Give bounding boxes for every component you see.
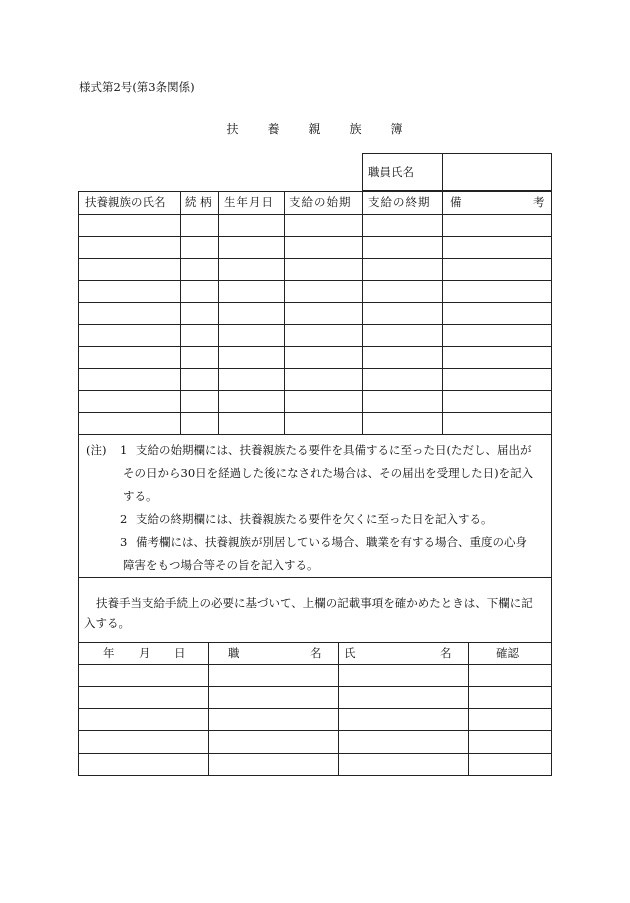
col-header-remarks: 備	[450, 195, 462, 209]
confirm-header-month: 月	[139, 646, 151, 660]
note-text: 支給の始期欄には、扶養親族たる要件を具備するに至った日(ただし、届出が	[136, 443, 532, 457]
note-text: 支給の終期欄には、扶養親族たる要件を欠くに至った日を記入する。	[136, 512, 493, 526]
confirm-header-check: 確認	[496, 646, 519, 660]
instruction-text: 扶養手当支給手続上の必要に基づいて、上欄の記載事項を確かめたときは、下欄に記	[96, 596, 533, 610]
title-char: 養	[267, 122, 281, 136]
staff-name-label: 職員氏名	[368, 165, 414, 179]
title-char: 族	[349, 122, 363, 136]
note-number: 1	[120, 443, 128, 457]
confirm-header-name: 氏	[344, 646, 356, 660]
col-header-start: 支給の始期	[289, 195, 352, 209]
page-title	[0, 120, 630, 137]
confirm-header-post: 名	[310, 646, 322, 660]
title-char: 親	[308, 122, 322, 136]
note-text: する。	[123, 489, 158, 503]
note-text: 備考欄には、扶養親族が別居している場合、職業を有する場合、重度の心身	[136, 535, 527, 549]
title-char: 簿	[390, 122, 404, 136]
note-prefix: (注)	[86, 443, 107, 457]
note-number: 2	[120, 512, 128, 526]
register-form	[78, 153, 552, 776]
note-text: 障害をもつ場合等その旨を記入する。	[123, 558, 319, 572]
title-char: 扶	[226, 122, 240, 136]
confirm-header-year: 年	[103, 646, 115, 660]
col-header-name: 扶養親族の氏名	[85, 195, 166, 209]
col-header-remarks: 考	[533, 195, 545, 209]
note-number: 3	[120, 535, 128, 549]
confirm-header-day: 日	[174, 646, 186, 660]
note-text: その日から30日を経過した後になされた場合は、その届出を受理した日)を記入	[123, 466, 534, 480]
staff-name-field[interactable]	[444, 154, 551, 190]
form-reference: 様式第2号(第3条関係)	[79, 80, 195, 94]
confirm-header-post: 職	[228, 646, 240, 660]
main-table	[78, 191, 552, 776]
confirm-header-name: 名	[440, 646, 452, 660]
col-header-end: 支給の終期	[368, 195, 431, 209]
col-header-relation: 続 柄	[185, 195, 212, 209]
col-header-birth: 生年月日	[224, 195, 274, 209]
instruction-text: 入する。	[84, 616, 130, 630]
